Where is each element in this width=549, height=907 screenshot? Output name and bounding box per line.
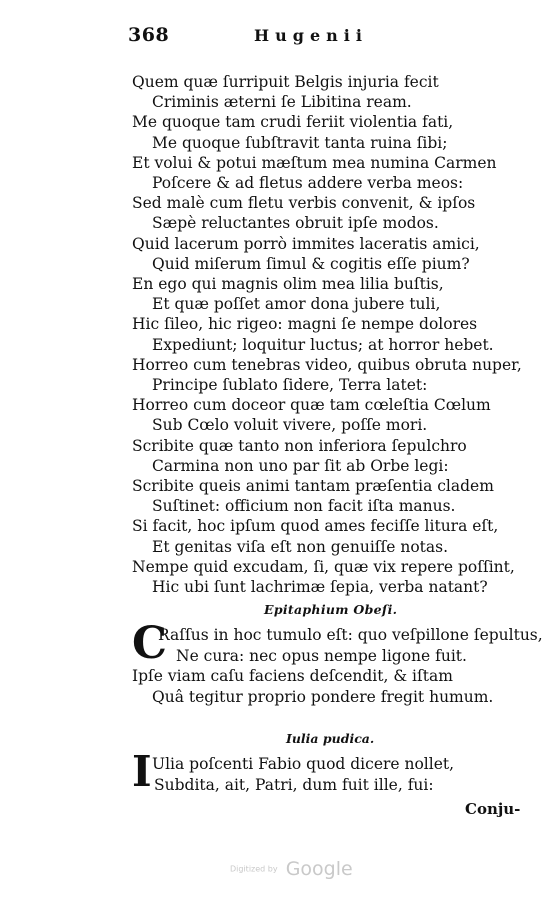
watermark-logo: Google: [285, 858, 353, 880]
drop-cap-c: C: [132, 618, 168, 669]
poem-line: Sæpè reluctantes obruit ipſe modos.: [152, 214, 439, 233]
poem-line: Nempe quid excudam, ſi, quæ vix repere poſſint,: [132, 557, 515, 576]
poem-line: Hic ubi ſunt lachrimæ ſepia, verba natant?: [152, 578, 488, 597]
julia-line: Subdita, ait, Patri, dum fuit ille, fui:: [154, 776, 434, 794]
poem-line: Scribite queis animi tantam præſentia cladem: [132, 477, 494, 496]
poem-line: Et volui & potui mæſtum mea numina Carmen: [132, 153, 497, 172]
poem-line: Me quoque ſubſtravit tanta ruina ſibi;: [152, 133, 448, 152]
poem-line: Et quæ poſſet amor dona jubere tuli,: [152, 295, 441, 314]
poem-line: Scribite quæ tanto non inferiora ſepulchro: [132, 436, 467, 455]
epitaph-poem: [132, 625, 543, 707]
poem-line: Sub Cœlo voluit vivere, poſſe mori.: [152, 416, 428, 435]
catchword: Conju-: [465, 800, 521, 818]
poem-line: Criminis æterni ſe Libitina ream.: [152, 93, 412, 112]
running-head: Hugenii: [254, 26, 368, 45]
poem-line: Hic ſileo, hic rigeo: magni ſe nempe dolores: [132, 315, 478, 334]
poem-line: Quem quæ ſurripuit Belgis injuria fecit: [132, 73, 439, 91]
poem-line: Suſtinet: officium non facit iſta manus.: [152, 497, 456, 516]
poem-line: Carmina non uno par ſit ab Orbe legi:: [152, 456, 449, 475]
epitaph-line: Ne cura: nec opus nempe ligone fuit.: [176, 646, 467, 665]
poem-line: Principe ſublato ſidere, Terra latet:: [152, 376, 428, 395]
elegy-poem: [132, 72, 522, 597]
epitaph-line: Raſſus in hoc tumulo eſt: quo veſpillone ſepultus,: [158, 626, 543, 644]
google-watermark: [230, 858, 353, 880]
poem-line: Horreo cum tenebras video, quibus obruta nuper,: [132, 355, 522, 374]
poem-line: Poſcere & ad fletus addere verba meos:: [152, 174, 464, 193]
poem-line: Quid miſerum ſimul & cogitis eſſe pium?: [152, 254, 470, 273]
poem-line: Si facit, hoc ipſum quod ames feciſſe litura eſt,: [132, 517, 499, 536]
drop-cap-i: I: [132, 747, 152, 796]
poem-line: En ego qui magnis olim mea lilia buſtis,: [132, 275, 444, 294]
julia-line: Ulia poſcenti Fabio quod dicere nollet,: [152, 755, 455, 773]
julia-poem: [132, 754, 532, 796]
epitaph-line: Quâ tegitur proprio pondere fregit humum.: [152, 687, 494, 706]
poem-line: Horreo cum doceor quæ tam cœleſtia Cœlum: [132, 396, 491, 415]
poem-line: Me quoque tam crudi feriit violentia fati,: [132, 113, 454, 132]
poem-line: Et genitas viſa eſt non genuiſſe notas.: [152, 537, 449, 556]
epitaph-line: Ipſe viam caſu faciens deſcendit, & iſtam: [132, 667, 453, 685]
poem-line: Expediunt; loquitur luctus; at horror hebet.: [152, 335, 494, 354]
poem-line: Sed malè cum fletu verbis convenit, & ipſos: [132, 194, 476, 213]
poem-line: Quid lacerum porrò immites laceratis amici,: [132, 234, 480, 253]
epitaph-title: Epitaphium Obeſi.: [264, 602, 398, 617]
watermark-digitized-by: Digitized by: [230, 864, 278, 874]
julia-title: Iulia pudica.: [286, 731, 375, 746]
page-number: 368: [128, 24, 170, 46]
page-header: [128, 24, 508, 52]
